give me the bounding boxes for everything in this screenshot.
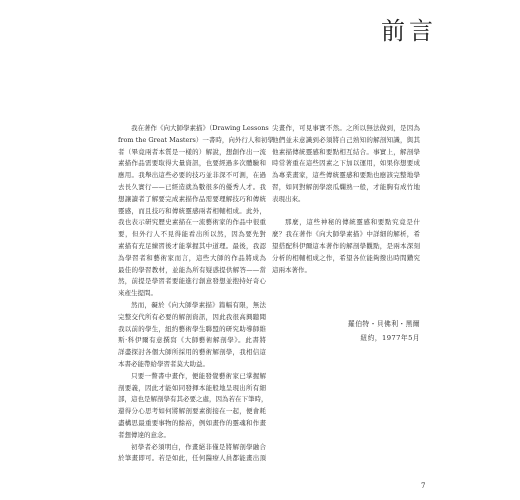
- text-line: 者想傳達的意念。: [118, 430, 170, 439]
- text-line: 那麼，這些神秘的傳統靈感和要點究竟是什: [285, 218, 420, 227]
- text-line: 本書必能帶給學習者莫大助益。: [118, 359, 209, 368]
- text-line: 時常著重在這些因素之下加以運用，如果你想要成: [272, 159, 420, 168]
- text-line: 這兩本著作。: [272, 265, 311, 274]
- paragraph: [272, 217, 420, 276]
- text-line: from the Great Masters）一書時，向外行人和初學: [118, 135, 274, 144]
- text-line: 去長久實行——已經造就為數很多的優秀人才。我: [118, 182, 266, 191]
- text-line: 為學習者和藝術家而言，這些大師的作品將成為: [118, 253, 266, 262]
- text-line: 部，這也是解剖學有其必要之處，因為若在下筆時，: [118, 395, 268, 404]
- text-line: 於筆畫即可。若是如此，任何醫療人員都能畫出頂: [118, 454, 266, 463]
- text-line: 素描有充足練習後才能掌握其中道理。最後，我認: [118, 241, 266, 250]
- text-line: 想讓讀者了解要完成素描作品需要理解技巧和傳統: [118, 194, 266, 203]
- page-title: 前言: [381, 17, 437, 45]
- right-column: [272, 123, 420, 276]
- text-line: 他素描傳統靈感和要點相互結合。事實上，解剖學: [272, 147, 420, 156]
- text-line: 麼？我在著作《向大師學素描》中詳細的解析，希: [272, 230, 420, 239]
- text-line: 要，但外行人不見得能看出所以然，因為要先對: [118, 230, 266, 239]
- text-line: 完整交代所有必要的解剖資訊，因此我很高興聽聞: [118, 312, 266, 321]
- text-line: 斯·科伊爾有意撰寫《大師藝術解剖學》。此書將: [118, 336, 266, 345]
- paragraph: [118, 123, 274, 300]
- text-line: 望搭配科伊爾這本著作的解剖學觀點，是兩本深刻: [272, 241, 420, 250]
- text-line: 我也表示研究歷史素描在一流藝術家的作品中很重: [118, 218, 266, 227]
- text-line: 者（畢竟兩者本質是一樣的）解說，想創作出一流: [118, 147, 266, 156]
- text-line: 分析的相輔相成之作，希望各位能夠撥出時間鑽究: [272, 253, 420, 262]
- text-line: 來產生提問。: [118, 289, 157, 298]
- text-line: 還得分心思考如何將解剖要素銜接在一起，便會耗: [118, 407, 266, 416]
- text-line: 只要一瞥書中畫作，便能發覺藝術家已掌握解: [131, 371, 266, 380]
- text-line: 為專業畫家，這些傳統靈感和要點也應該完整地學: [272, 171, 420, 180]
- text-line: 我在著作《向大師學素描》（Drawing Lessons: [131, 124, 269, 132]
- text-line: 應用。我舉出這些必要的技巧並非深不可測，在過: [118, 171, 266, 180]
- text-line: 靈感，而且技巧和傳統靈感兩者相輔相成。此外，: [118, 206, 266, 215]
- text-line: 表現出來。: [272, 194, 305, 203]
- paragraph: [118, 300, 266, 371]
- text-line: 初學者必須明白，作畫絕非僅是將解剖學融合: [131, 442, 266, 451]
- left-column: [118, 123, 274, 465]
- signature-place-date: 紐約，1977年5月: [360, 334, 420, 342]
- text-line: 素描作品需要取得大量資訊，也要經過多次體驗和: [118, 159, 266, 168]
- text-line: 習，如同對解剖學滾瓜爛熟一般，才能胸有成竹地: [272, 182, 420, 191]
- signature-author: 羅伯特・貝佛利・黑爾: [348, 320, 420, 328]
- text-line: 盡構思最重要事物的餘裕，例如畫作的靈魂和作畫: [118, 418, 266, 427]
- text-line: 剖要義，因此才能如同發揮本能般地呈現出所有細: [118, 383, 266, 392]
- paragraph: [272, 123, 420, 206]
- paragraph: [118, 371, 266, 442]
- text-line: 最佳的學習教材，並能為所有疑惑提供解答——當: [118, 265, 266, 274]
- text-line: 我以前的學生，紐約藝術學生聯盟的研究助導師維: [118, 324, 266, 333]
- text-line: 詳盡探討各個大師所採用的藝術解剖學，我相信這: [118, 348, 266, 357]
- text-line: 尖畫作，可見事實不然。之所以無法做到，是因為: [272, 124, 420, 132]
- paragraph: [118, 442, 266, 466]
- page-number: 7: [421, 482, 426, 490]
- text-line: 然而，礙於《向大師學素描》篇幅有限，無法: [131, 300, 266, 309]
- text-line: 然，前提是學習者要能進行創意發想並抱持好奇心: [118, 277, 266, 286]
- text-line: 他們並未意識到必須將自己熟知的解剖知識，與其: [272, 135, 420, 144]
